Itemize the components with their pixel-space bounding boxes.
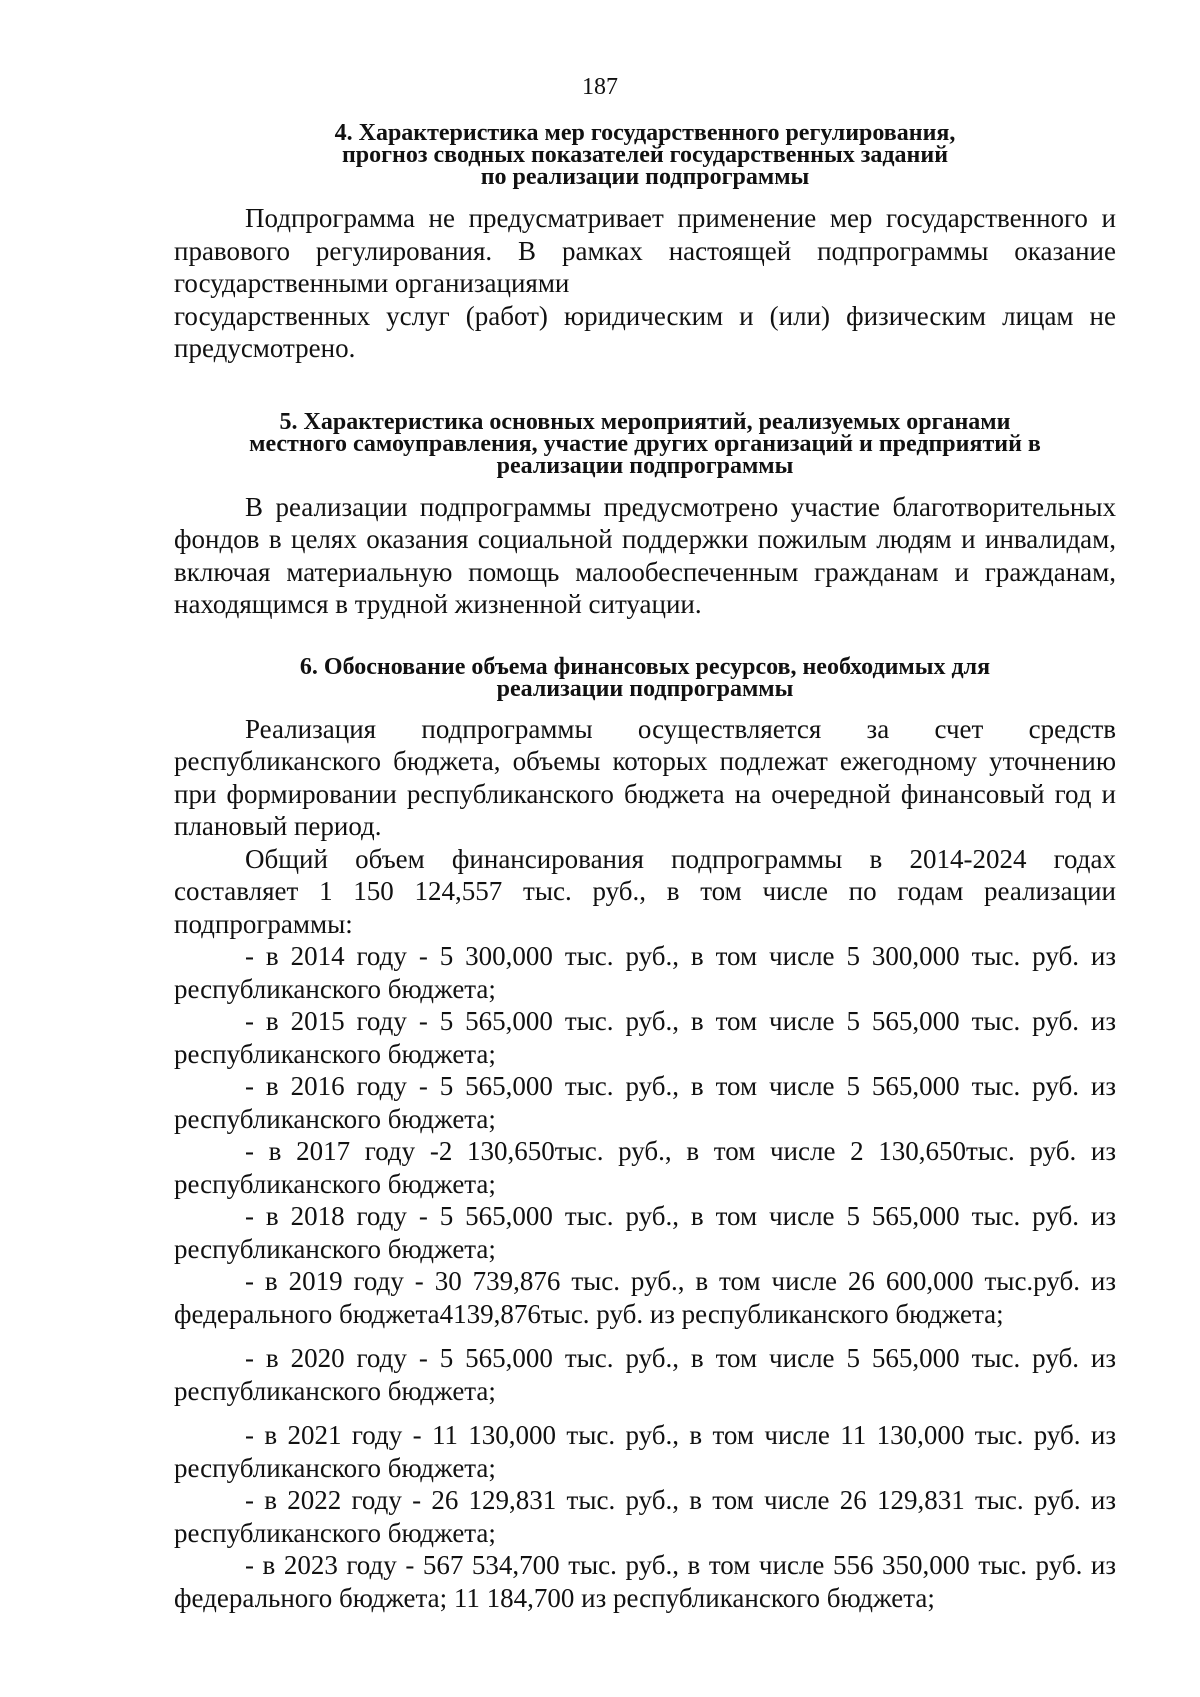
section-5-heading-line-1: 5. Характеристика основных мероприятий, реализуемых органами [279, 408, 1011, 435]
section-4-heading-line-2: прогноз сводных показателей государственных заданий [341, 142, 949, 168]
section-5-paragraph: В реализации подпрограммы предусмотрено участие благотворительных фондов в целях оказания социальной поддержки пожилым людям и инвалидам, включая материальную помощь малообеспеченным гражданам и гражданам, находящимся в трудной жизненной ситуации. [174, 491, 1116, 619]
section-5-heading-line-2: местного самоуправления, участие других организаций и предприятий в [249, 430, 1041, 457]
section-4-heading-line-1: 4. Характеристика мер государственного регулирования, [334, 120, 956, 146]
section-4-paragraph-2: государственных услуг (работ) юридическим и (или) физическим лицам не предусмотрено. [174, 300, 1116, 363]
funding-item-2017: - в 2017 году -2 130,650тыс. руб., в том числе 2 130,650тыс. руб. из республиканского бюджета; [174, 1136, 1116, 1199]
section-6-heading [174, 653, 1116, 702]
section-4-paragraph-1: Подпрограмма не предусматривает применение мер государственного и правового регулирования. В рамках настоящей подпрограммы оказание государственными организациями [174, 203, 1116, 298]
funding-item-2019: - в 2019 году - 30 739,876 тыс. руб., в том числе 26 600,000 тыс.руб. из федерального бюджета4139,876тыс. руб. из республиканского бюджета; [174, 1266, 1116, 1329]
funding-item-2014: - в 2014 году - 5 300,000 тыс. руб., в том числе 5 300,000 тыс. руб. из республиканского бюджета; [174, 941, 1116, 1004]
section-4-heading-line-3: по реализации подпрограммы [480, 164, 810, 190]
document-body [174, 122, 1116, 1614]
section-5-heading [174, 408, 1116, 479]
funding-item-2020: - в 2020 году - 5 565,000 тыс. руб., в том числе 5 565,000 тыс. руб. из республиканского бюджета; [174, 1343, 1116, 1406]
funding-item-2021: - в 2021 году - 11 130,000 тыс. руб., в том числе 11 130,000 тыс. руб. из республиканского бюджета; [174, 1420, 1116, 1483]
section-4-heading [174, 122, 1116, 188]
section-5-heading-line-3: реализации подпрограммы [496, 452, 794, 479]
section-6-heading-line-2: реализации подпрограммы [496, 675, 794, 702]
funding-item-2016: - в 2016 году - 5 565,000 тыс. руб., в том числе 5 565,000 тыс. руб. из республиканского бюджета; [174, 1071, 1116, 1134]
funding-item-2022: - в 2022 году - 26 129,831 тыс. руб., в том числе 26 129,831 тыс. руб. из республиканского бюджета; [174, 1485, 1116, 1548]
section-6-paragraph-1: Реализация подпрограммы осуществляется за счет средств республиканского бюджета, объемы которых подлежат ежегодному уточнению при формировании республиканского бюджета на очередной финансовый год и плановый период. [174, 713, 1116, 841]
section-6-paragraph-2: Общий объем финансирования подпрограммы в 2014-2024 годах составляет 1 150 124,557 тыс. руб., в том числе по годам реализации подпрограммы: [174, 843, 1116, 939]
funding-item-2018: - в 2018 году - 5 565,000 тыс. руб., в том числе 5 565,000 тыс. руб. из республиканского бюджета; [174, 1201, 1116, 1264]
funding-item-2015: - в 2015 году - 5 565,000 тыс. руб., в том числе 5 565,000 тыс. руб. из республиканского бюджета; [174, 1006, 1116, 1069]
section-6-heading-line-1: 6. Обоснование объема финансовых ресурсов, необходимых для [299, 653, 991, 680]
funding-item-2023: - в 2023 году - 567 534,700 тыс. руб., в том числе 556 350,000 тыс. руб. из федерального бюджета; 11 184,700 из республиканского бюджета; [174, 1550, 1116, 1613]
page-number: 187 [582, 74, 618, 100]
